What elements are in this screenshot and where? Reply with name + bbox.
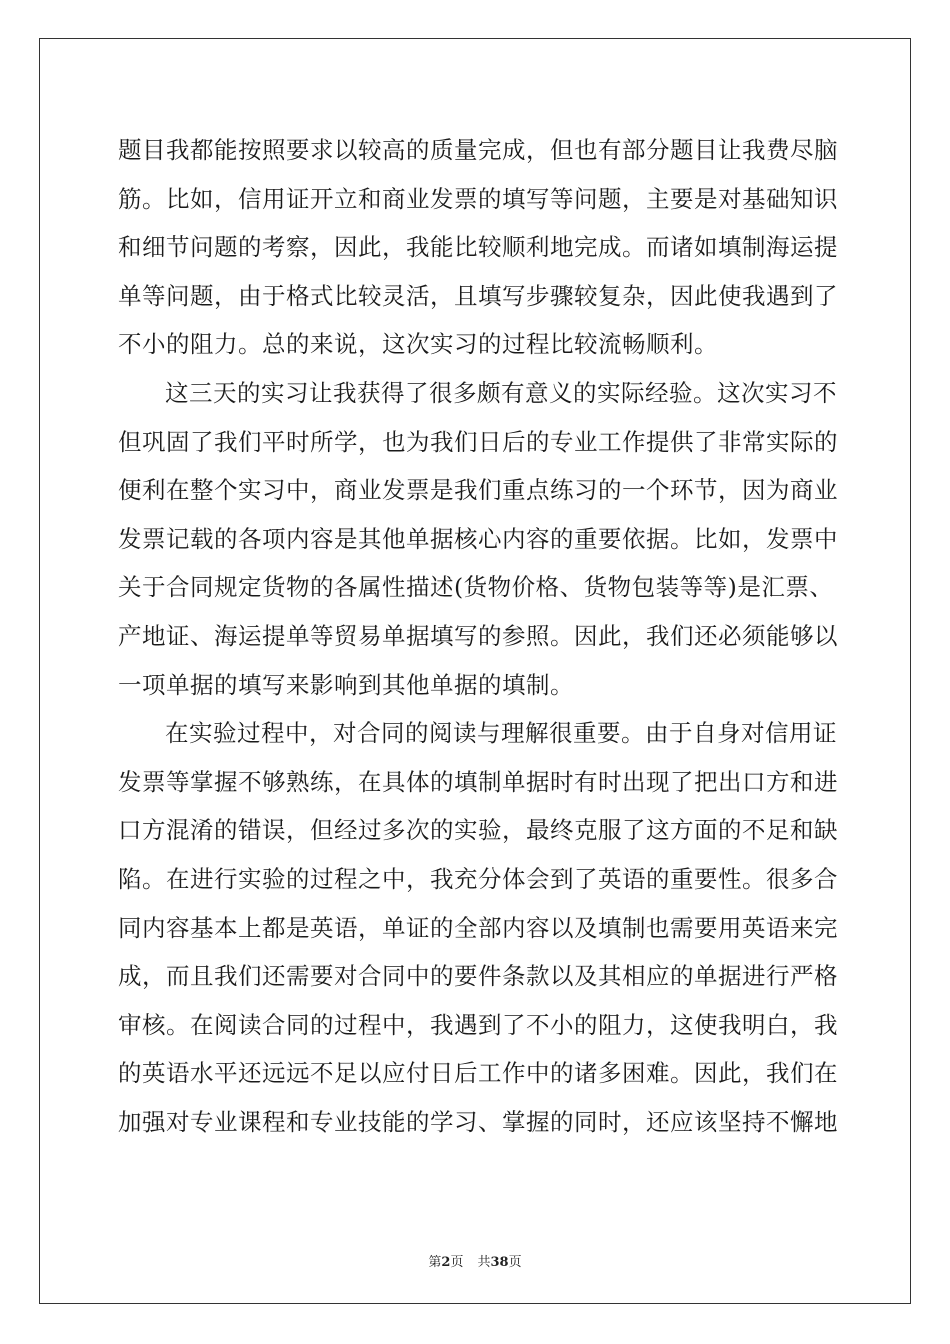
page-prefix: 第	[428, 1255, 442, 1270]
text-line: 成，而且我们还需要对合同中的要件条款以及其相应的单据进行严格	[118, 962, 838, 991]
text-line: 和细节问题的考察，因此，我能比较顺利地完成。而诸如填制海运提	[118, 233, 838, 262]
current-page-number: 2	[441, 1255, 451, 1270]
text-line: 一项单据的填写来影响到其他单据的填制。	[118, 670, 574, 699]
text-line: 同内容基本上都是英语，单证的全部内容以及填制也需要用英语来完	[118, 913, 838, 942]
text-line: 陷。在进行实验的过程之中，我充分体会到了英语的重要性。很多合	[118, 864, 838, 893]
text-line: 关于合同规定货物的各属性描述(货物价格、货物包装等等)是汇票、	[118, 573, 834, 602]
total-suffix: 页	[508, 1255, 522, 1270]
text-line: 题目我都能按照要求以较高的质量完成，但也有部分题目让我费尽脑	[118, 136, 838, 164]
text-line: 在实验过程中，对合同的阅读与理解很重要。由于自身对信用证	[165, 719, 837, 748]
text-line: 加强对专业课程和专业技能的学习、掌握的同时，还应该坚持不懈地	[118, 1107, 838, 1136]
text-line: 审核。在阅读合同的过程中，我遇到了不小的阻力，这使我明白，我	[118, 1010, 838, 1039]
paragraph-2	[118, 369, 838, 709]
total-prefix: 共	[477, 1255, 491, 1270]
page-number-indicator	[428, 1251, 463, 1270]
text-line: 口方混淆的错误，但经过多次的实验，最终克服了这方面的不足和缺	[118, 816, 838, 845]
text-line: 不小的阻力。总的来说，这次实习的过程比较流畅顺利。	[118, 330, 718, 359]
text-line: 这三天的实习让我获得了很多颇有意义的实际经验。这次实习不	[165, 378, 837, 407]
text-line: 的英语水平还远远不足以应付日后工作中的诸多困难。因此，我们在	[118, 1059, 838, 1088]
page-footer	[0, 1251, 950, 1270]
total-page-count: 38	[490, 1255, 509, 1270]
text-line: 便利在整个实习中，商业发票是我们重点练习的一个环节，因为商业	[118, 476, 838, 505]
text-line: 发票等掌握不够熟练，在具体的填制单据时有时出现了把出口方和进	[118, 767, 838, 796]
text-line: 单等问题，由于格式比较灵活，且填写步骤较复杂，因此使我遇到了	[118, 281, 838, 310]
document-body	[118, 126, 838, 1146]
text-line: 产地证、海运提单等贸易单据填写的参照。因此，我们还必须能够以	[118, 621, 838, 650]
text-line: 但巩固了我们平时所学，也为我们日后的专业工作提供了非常实际的	[118, 427, 838, 456]
paragraph-1	[118, 126, 838, 369]
total-pages-indicator	[477, 1251, 521, 1270]
text-line: 发票记载的各项内容是其他单据核心内容的重要依据。比如，发票中	[118, 524, 838, 553]
text-line: 筋。比如，信用证开立和商业发票的填写等问题，主要是对基础知识	[118, 184, 838, 213]
page-suffix: 页	[450, 1255, 464, 1270]
paragraph-3	[118, 709, 838, 1146]
